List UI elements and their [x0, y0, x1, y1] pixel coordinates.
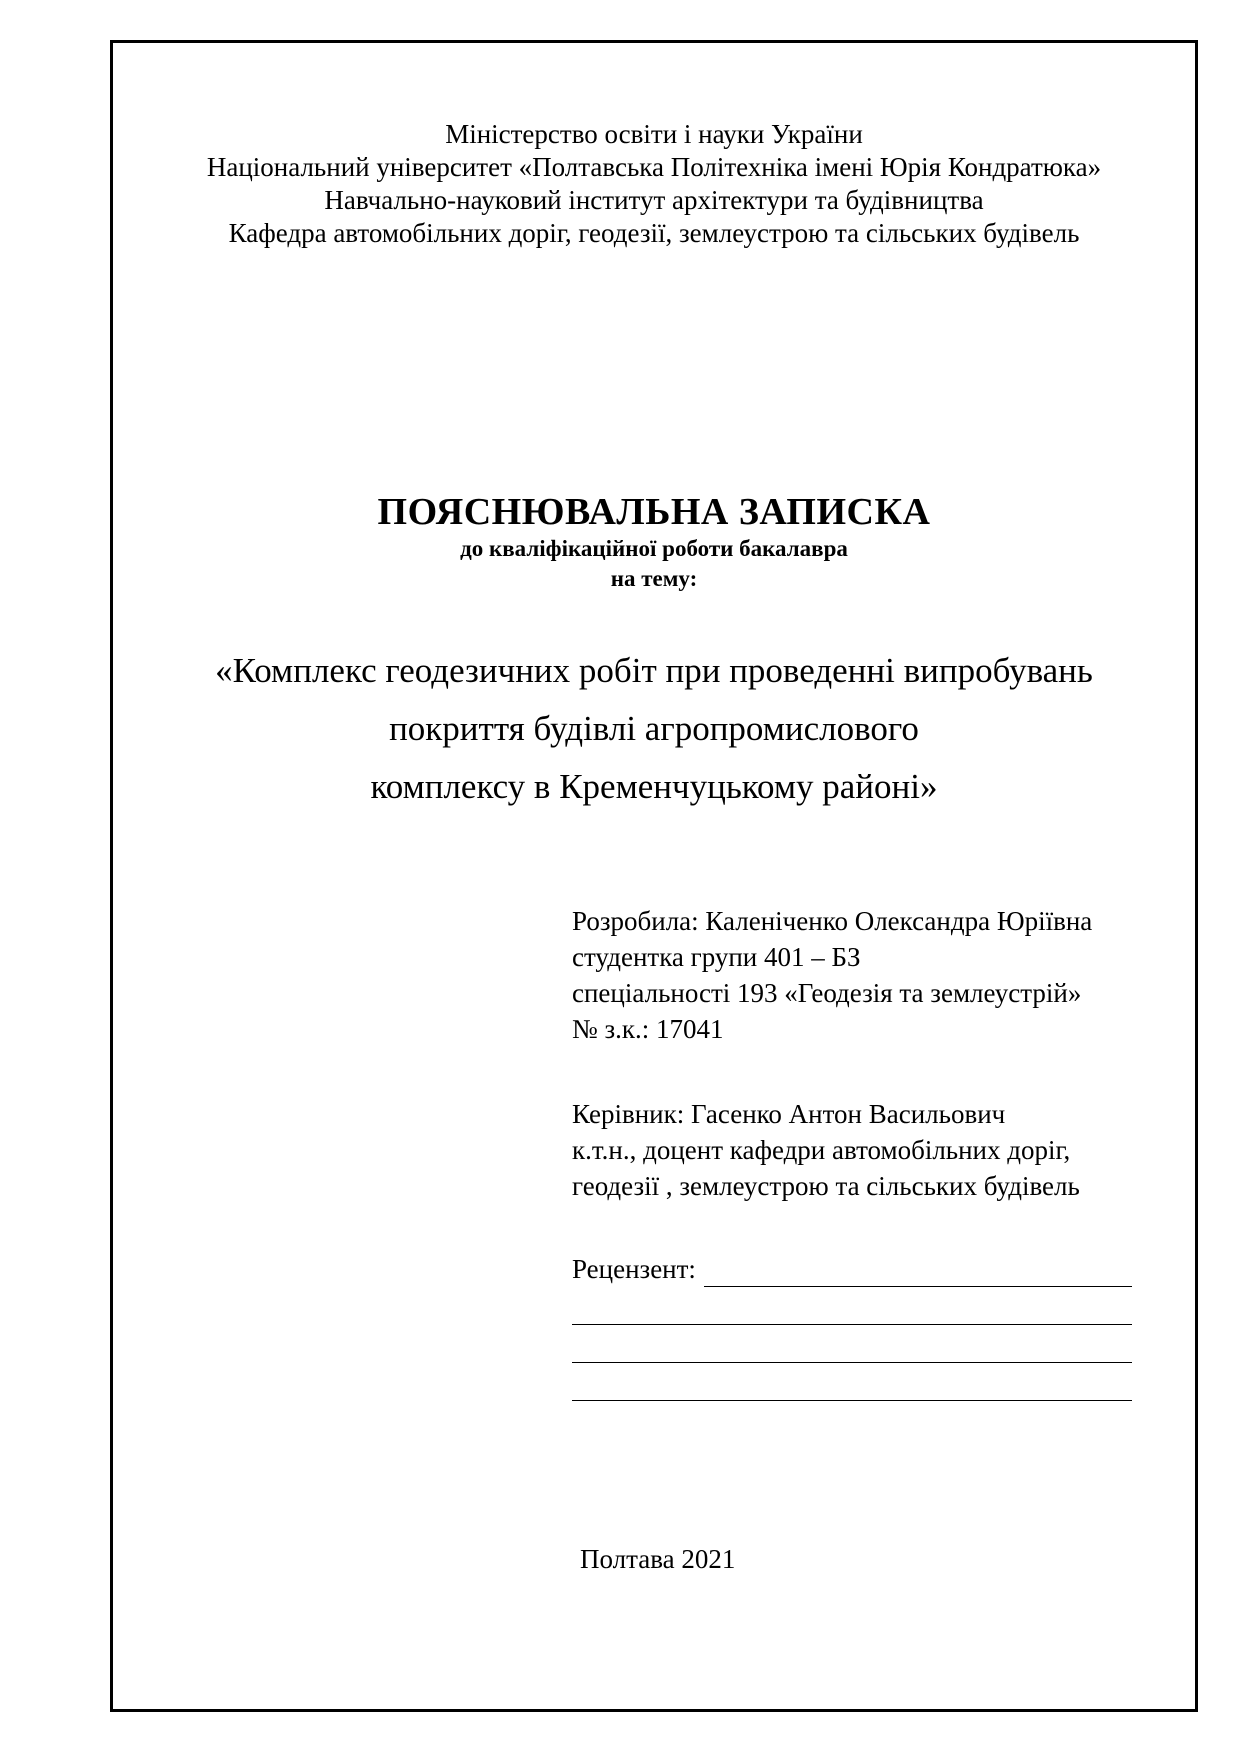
topic-line-3: комплексу в Кременчуцькому районі» — [370, 767, 938, 806]
reviewer-blank-line — [572, 1363, 1132, 1401]
supervisor-title: к.т.н., доцент кафедри автомобільних доріг, — [572, 1135, 1071, 1165]
university-line: Національний університет «Полтавська Політехніка імені Юрія Кондратюка» — [206, 152, 1102, 182]
institution-header — [110, 118, 1198, 250]
reviewer-blank-field — [704, 1256, 1132, 1287]
thesis-topic — [110, 642, 1198, 816]
author-record-number: № з.к.: 17041 — [572, 1014, 724, 1044]
supervisor-department: геодезії , землеустрою та сільських будівель — [572, 1171, 1080, 1201]
supervisor-name: Керівник: Гасенко Антон Васильович — [572, 1099, 1006, 1129]
reviewer-block — [572, 1251, 1132, 1401]
author-group: студентка групи 401 – БЗ — [572, 942, 861, 972]
topic-label: на тему: — [610, 566, 698, 591]
document-title: ПОЯСНЮВАЛЬНА ЗАПИСКА — [377, 491, 931, 533]
reviewer-blank-line — [572, 1325, 1132, 1363]
institute-line: Навчально-науковий інститут архітектури та будівництва — [324, 185, 984, 215]
place-and-year: Полтава 2021 — [580, 1544, 736, 1574]
department-line: Кафедра автомобільних доріг, геодезії, землеустрою та сільських будівель — [228, 218, 1080, 248]
ministry-line: Міністерство освіти і науки України — [445, 119, 863, 149]
author-info — [572, 903, 1172, 1047]
author-name: Розробила: Каленіченко Олександра Юріївна — [572, 906, 1093, 936]
document-subtitle: до кваліфікаційної роботи бакалавра — [460, 536, 848, 561]
supervisor-info — [572, 1096, 1172, 1204]
document-title-block — [110, 490, 1198, 594]
reviewer-label: Рецензент: — [572, 1254, 696, 1284]
topic-line-1: «Комплекс геодезичних робіт при проведенні випробувань — [215, 651, 1093, 690]
reviewer-line — [572, 1251, 1132, 1287]
reviewer-blank-line — [572, 1287, 1132, 1325]
page-border — [110, 40, 1198, 1712]
author-specialty: спеціальності 193 «Геодезія та землеустрій» — [572, 978, 1082, 1008]
topic-line-2: покриття будівлі агропромислового — [389, 709, 919, 748]
